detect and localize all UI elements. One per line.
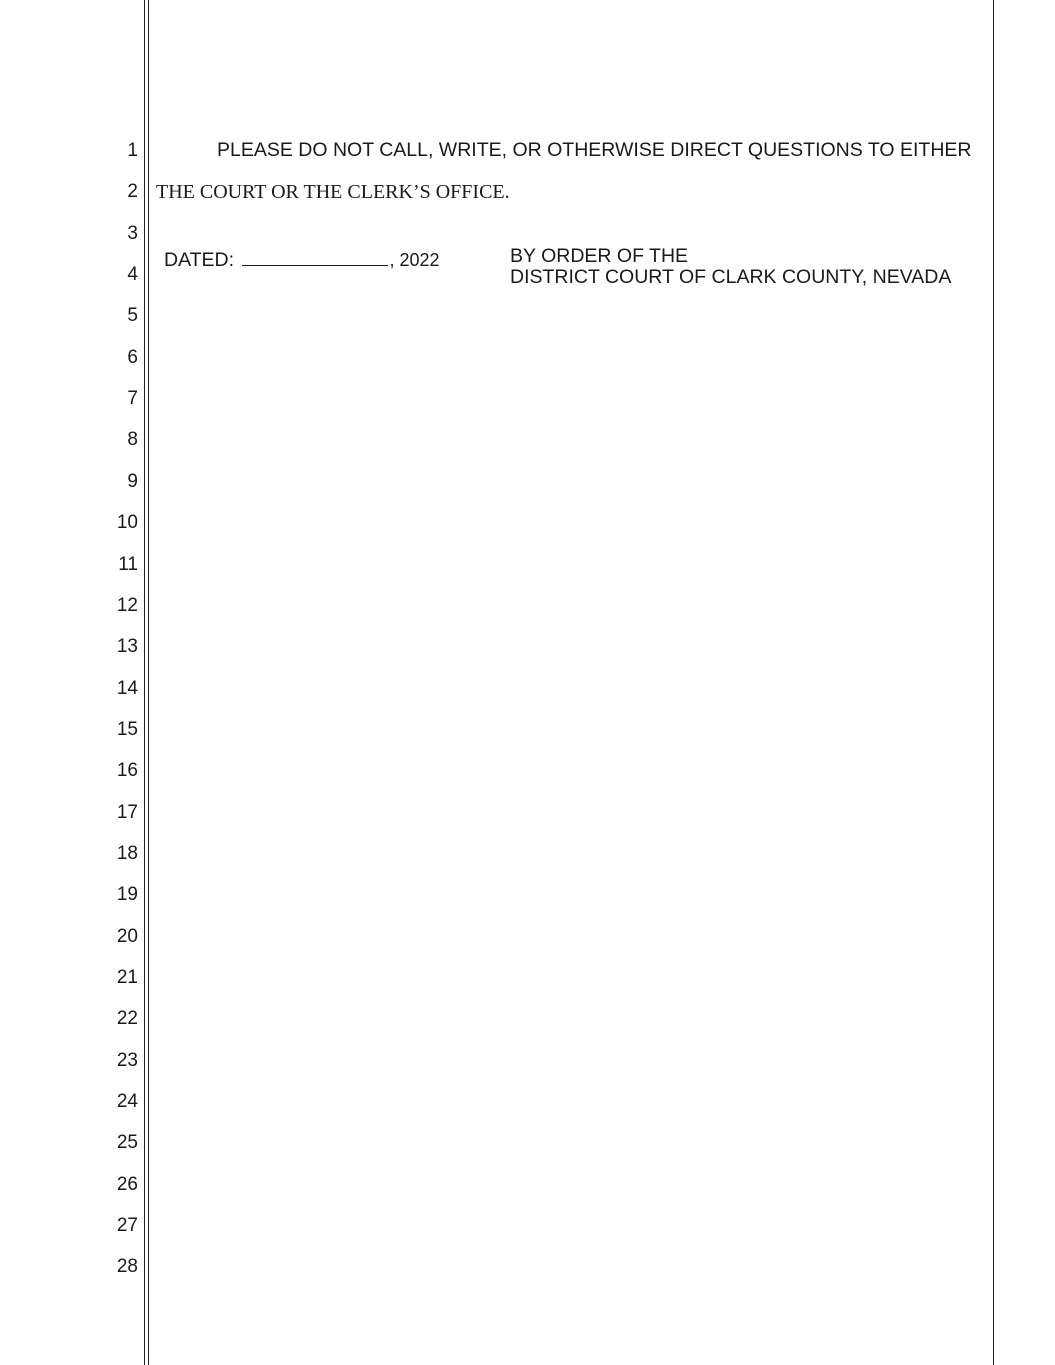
- paragraph-line-2: THE COURT OR THE CLERK’S OFFICE.: [156, 181, 510, 203]
- line-number: 18: [116, 842, 138, 864]
- line-number: 27: [116, 1215, 138, 1237]
- line-number: 1: [127, 140, 138, 161]
- left-margin-rule-outer: [144, 0, 145, 1365]
- line-number: 2: [127, 181, 138, 203]
- line-number: 22: [116, 1008, 138, 1030]
- line-number: 7: [127, 388, 138, 410]
- line-number: 5: [127, 305, 138, 327]
- line-number: 4: [127, 264, 138, 286]
- line-number: 11: [118, 553, 138, 575]
- line-number: 13: [116, 636, 138, 658]
- line-number: 6: [127, 346, 138, 368]
- right-margin-rule: [993, 0, 994, 1365]
- line-number: 28: [116, 1256, 138, 1278]
- paragraph-line-1: PLEASE DO NOT CALL, WRITE, OR OTHERWISE DIRECT QUESTIONS TO EITHER: [217, 139, 972, 161]
- line-number: 21: [116, 967, 138, 988]
- line-number: 24: [116, 1091, 138, 1113]
- line-number: 17: [116, 801, 138, 823]
- line-number: 20: [116, 925, 138, 947]
- line-number: 19: [116, 884, 138, 906]
- line-number: 3: [127, 222, 138, 244]
- dated-label: DATED:: [164, 249, 235, 271]
- line-number: 25: [116, 1132, 138, 1154]
- line-number: 9: [127, 470, 138, 492]
- order-block: [510, 246, 951, 288]
- line-number: 26: [116, 1173, 138, 1195]
- order-line-1: BY ORDER OF THE: [510, 245, 689, 267]
- left-margin-rule-inner: [148, 0, 149, 1365]
- date-blank: [242, 248, 388, 266]
- line-number: 15: [116, 718, 138, 740]
- line-number: 8: [127, 429, 138, 451]
- line-number: 12: [116, 594, 138, 616]
- dated-year: , 2022: [389, 250, 440, 270]
- line-number: 10: [116, 512, 138, 534]
- line-number: 14: [116, 677, 138, 699]
- line-number: 23: [116, 1049, 138, 1071]
- order-line-2: DISTRICT COURT OF CLARK COUNTY, NEVADA: [510, 266, 952, 288]
- dated-line: [164, 248, 440, 272]
- line-number: 16: [116, 760, 138, 782]
